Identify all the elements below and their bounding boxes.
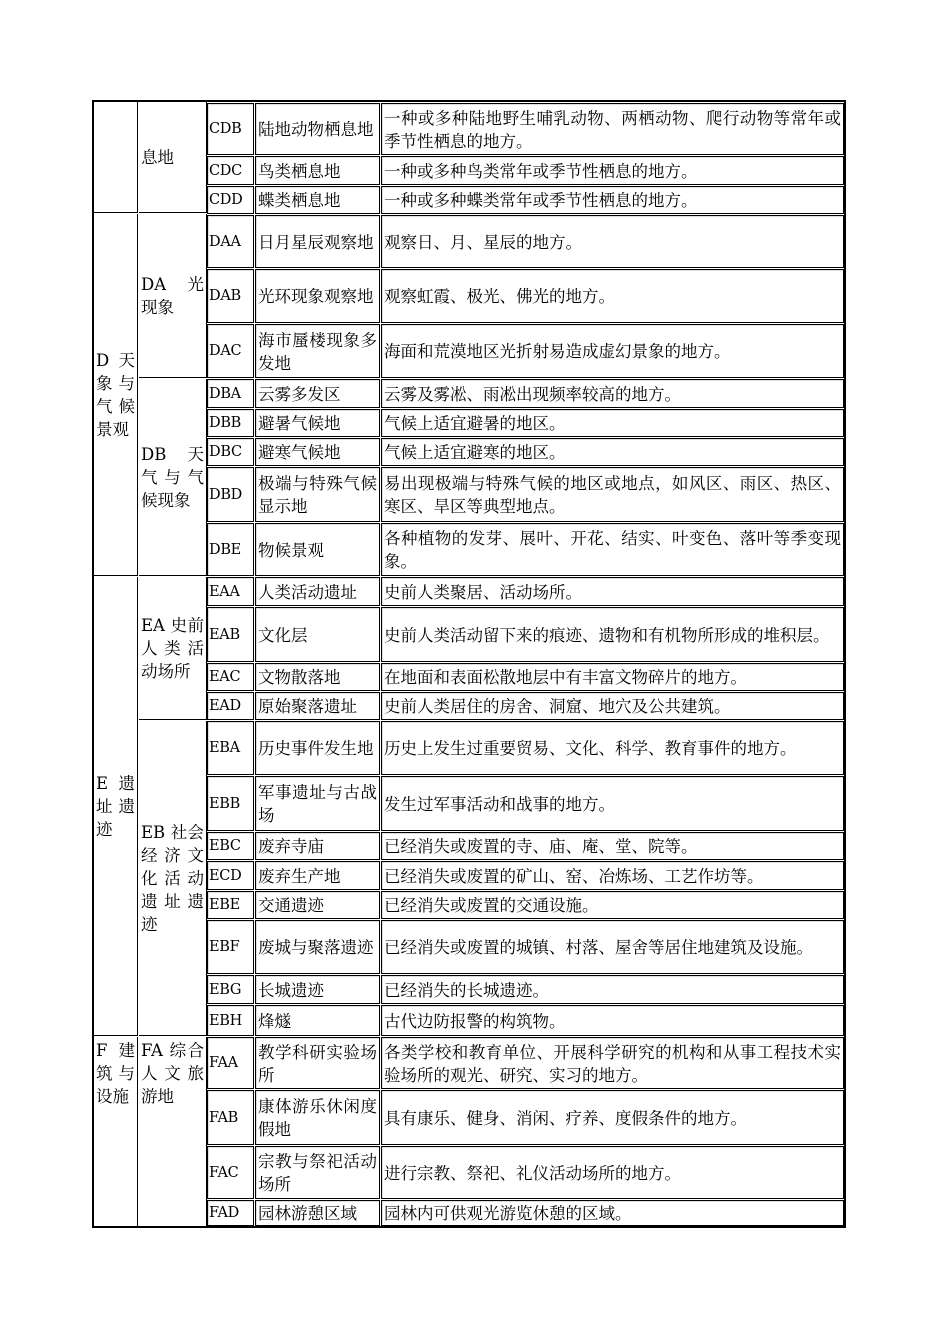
name-cell xyxy=(255,379,380,408)
name-cell xyxy=(255,324,380,378)
description-text: 观察虹霞、极光、佛光的地方。 xyxy=(384,287,615,306)
category-label: F 建筑与设施 xyxy=(96,1041,135,1106)
code-cell xyxy=(207,607,254,662)
name-text: 人类活动遗址 xyxy=(258,582,357,602)
subcategory-label: EB 社会经济文化活动遗址遗迹 xyxy=(141,823,204,934)
name-text: 交通遗迹 xyxy=(258,896,324,915)
description-cell xyxy=(381,832,844,860)
description-cell xyxy=(381,103,844,155)
description-cell xyxy=(381,1005,844,1036)
code-cell xyxy=(207,186,254,214)
description-cell xyxy=(381,776,844,831)
code-cell xyxy=(207,891,254,919)
code-text: EBE xyxy=(209,897,240,913)
code-text: EAC xyxy=(209,669,241,685)
name-cell xyxy=(255,215,380,268)
code-text: DAC xyxy=(209,343,242,359)
code-text: EBH xyxy=(209,1012,242,1029)
code-cell xyxy=(207,920,254,974)
description-text: 易出现极端与特殊气候的地区或地点，如风区、雨区、热区、寒区、旱区等典型地点。 xyxy=(384,474,841,516)
name-text: 废弃寺庙 xyxy=(258,837,324,856)
description-text: 在地面和表面松散地层中有丰富文物碎片的地方。 xyxy=(384,668,747,687)
code-text: FAC xyxy=(209,1164,239,1181)
description-cell xyxy=(381,438,844,466)
name-cell xyxy=(255,721,380,775)
description-cell xyxy=(381,861,844,890)
name-text: 避寒气候地 xyxy=(258,443,341,462)
code-text: DBE xyxy=(209,541,241,558)
code-text: DBD xyxy=(209,486,243,503)
name-cell xyxy=(255,1037,380,1089)
name-text: 废弃生产地 xyxy=(258,866,341,886)
code-cell xyxy=(207,776,254,831)
description-cell xyxy=(381,607,844,662)
name-text: 历史事件发生地 xyxy=(258,739,374,758)
description-text: 古代边防报警的构筑物。 xyxy=(384,1011,566,1031)
description-cell xyxy=(381,692,844,720)
description-text: 云雾及雾凇、雨凇出现频率较高的地方。 xyxy=(384,384,681,404)
subcategory-cell xyxy=(139,577,207,720)
description-text: 气候上适宜避寒的地区。 xyxy=(384,443,566,462)
name-cell xyxy=(255,103,380,155)
code-cell xyxy=(207,692,254,720)
name-text: 文化层 xyxy=(258,625,308,645)
code-cell xyxy=(207,467,254,522)
code-cell xyxy=(207,103,254,155)
subcategory-label: DB 天气与气候现象 xyxy=(141,445,204,510)
description-text: 史前人类居住的房舍、洞窟、地穴及公共建筑。 xyxy=(384,697,731,716)
name-cell xyxy=(255,269,380,323)
description-text: 园林内可供观光游览休憩的区域。 xyxy=(384,1204,632,1223)
name-cell xyxy=(255,1200,380,1226)
code-text: EAB xyxy=(209,626,240,643)
description-text: 史前人类活动留下来的痕迹、遗物和有机物所形成的堆积层。 xyxy=(384,625,830,645)
description-cell xyxy=(381,409,844,437)
code-cell xyxy=(207,215,254,268)
code-cell xyxy=(207,1005,254,1036)
name-cell xyxy=(255,607,380,662)
description-cell xyxy=(381,215,844,268)
subcategory-cell xyxy=(139,102,207,213)
name-text: 长城遗迹 xyxy=(258,980,324,1000)
code-text: FAB xyxy=(209,1109,239,1126)
description-cell xyxy=(381,1037,844,1089)
description-text: 已经消失或废置的城镇、村落、屋舍等居住地建筑及设施。 xyxy=(384,938,813,957)
category-cell xyxy=(94,1037,138,1226)
subcategory-cell xyxy=(139,721,207,1036)
description-cell xyxy=(381,1200,844,1226)
description-cell xyxy=(381,663,844,691)
description-cell xyxy=(381,269,844,323)
description-cell xyxy=(381,186,844,214)
code-cell xyxy=(207,1090,254,1145)
name-cell xyxy=(255,776,380,831)
subcategory-label: EA 史前人类活动场所 xyxy=(141,616,204,681)
description-cell xyxy=(381,1090,844,1145)
subcategory-cell xyxy=(139,379,207,576)
code-text: DAB xyxy=(209,288,241,304)
name-cell xyxy=(255,186,380,214)
description-cell xyxy=(381,920,844,974)
name-text: 日月星辰观察地 xyxy=(258,232,374,252)
code-cell xyxy=(207,577,254,606)
name-cell xyxy=(255,577,380,606)
code-text: CDD xyxy=(209,192,243,208)
category-label: D 天象与气候景观 xyxy=(96,351,135,439)
category-cell xyxy=(94,102,138,213)
name-text: 蝶类栖息地 xyxy=(258,191,341,210)
code-cell xyxy=(207,861,254,890)
subcategory-label: FA 综合人文旅游地 xyxy=(141,1041,204,1106)
code-cell xyxy=(207,379,254,408)
description-text: 一种或多种蝶类常年或季节性栖息的地方。 xyxy=(384,191,698,210)
description-text: 已经消失的长城遗迹。 xyxy=(384,980,549,1000)
name-cell xyxy=(255,663,380,691)
code-text: FAA xyxy=(209,1055,238,1071)
name-text: 避暑气候地 xyxy=(258,414,341,433)
name-text: 鸟类栖息地 xyxy=(258,161,341,181)
name-cell xyxy=(255,409,380,437)
name-text: 文物散落地 xyxy=(258,668,341,687)
name-text: 极端与特殊气候显示地 xyxy=(258,474,377,516)
code-text: EAA xyxy=(209,583,240,600)
code-cell xyxy=(207,269,254,323)
description-text: 各种植物的发芽、展叶、开花、结实、叶变色、落叶等季变现象。 xyxy=(384,529,841,571)
description-text: 史前人类聚居、活动场所。 xyxy=(384,582,582,602)
code-text: EAD xyxy=(209,698,241,714)
name-cell xyxy=(255,523,380,576)
name-cell xyxy=(255,891,380,919)
code-text: EBC xyxy=(209,838,241,854)
code-text: DAA xyxy=(209,233,241,250)
code-cell xyxy=(207,523,254,576)
name-cell xyxy=(255,1005,380,1036)
name-text: 烽燧 xyxy=(258,1011,291,1031)
description-cell xyxy=(381,1146,844,1199)
subcategory-label: DA 光现象 xyxy=(141,275,204,317)
description-text: 一种或多种陆地野生哺乳动物、两栖动物、爬行动物等常年或季节性栖息的地方。 xyxy=(384,108,841,151)
name-text: 园林游憩区域 xyxy=(258,1204,357,1223)
description-text: 已经消失或废置的交通设施。 xyxy=(384,896,599,915)
name-cell xyxy=(255,1090,380,1145)
code-cell xyxy=(207,156,254,185)
code-text: CDB xyxy=(209,121,242,137)
name-text: 云雾多发区 xyxy=(258,384,341,404)
code-cell xyxy=(207,324,254,378)
description-cell xyxy=(381,467,844,522)
name-cell xyxy=(255,438,380,466)
code-text: DBA xyxy=(209,385,241,402)
category-label: E 遗址遗迹 xyxy=(96,774,135,839)
description-text: 历史上发生过重要贸易、文化、科学、教育事件的地方。 xyxy=(384,739,797,758)
name-text: 教学科研实验场所 xyxy=(258,1042,377,1085)
subcategory-cell xyxy=(139,1037,207,1226)
category-cell xyxy=(94,214,138,576)
description-text: 发生过军事活动和战事的地方。 xyxy=(384,794,615,814)
code-cell xyxy=(207,438,254,466)
code-text: EBF xyxy=(209,939,240,955)
name-text: 物候景观 xyxy=(258,540,324,560)
description-cell xyxy=(381,324,844,378)
name-cell xyxy=(255,692,380,720)
category-cell xyxy=(94,577,138,1036)
name-cell xyxy=(255,467,380,522)
subcategory-cell xyxy=(139,214,207,378)
description-cell xyxy=(381,577,844,606)
code-cell xyxy=(207,663,254,691)
description-text: 已经消失或废置的矿山、窑、冶炼场、工艺作坊等。 xyxy=(384,866,764,886)
code-cell xyxy=(207,1146,254,1199)
name-cell xyxy=(255,920,380,974)
code-cell xyxy=(207,832,254,860)
code-cell xyxy=(207,1200,254,1226)
description-text: 已经消失或废置的寺、庙、庵、堂、院等。 xyxy=(384,837,698,856)
description-text: 海面和荒漠地区光折射易造成虚幻景象的地方。 xyxy=(384,342,731,361)
code-cell xyxy=(207,721,254,775)
description-text: 各类学校和教育单位、开展科学研究的机构和从事工程技术实验场所的观光、研究、实习的地方。 xyxy=(384,1042,841,1085)
name-text: 军事遗址与古战场 xyxy=(258,783,377,825)
description-text: 观察日、月、星辰的地方。 xyxy=(384,232,582,252)
code-text: CDC xyxy=(209,162,242,179)
description-cell xyxy=(381,523,844,576)
code-text: EBG xyxy=(209,981,242,998)
name-cell xyxy=(255,861,380,890)
code-text: EBA xyxy=(209,740,240,756)
code-text: DBC xyxy=(209,444,242,460)
code-cell xyxy=(207,975,254,1004)
name-text: 海市蜃楼现象多发地 xyxy=(258,330,377,373)
name-cell xyxy=(255,156,380,185)
code-text: DBB xyxy=(209,415,242,431)
description-text: 具有康乐、健身、消闲、疗养、度假条件的地方。 xyxy=(384,1108,747,1128)
subcategory-label: 息地 xyxy=(141,148,174,167)
name-text: 陆地动物栖息地 xyxy=(258,120,374,139)
description-cell xyxy=(381,156,844,185)
description-cell xyxy=(381,975,844,1004)
code-cell xyxy=(207,409,254,437)
description-cell xyxy=(381,721,844,775)
name-cell xyxy=(255,975,380,1004)
description-cell xyxy=(381,379,844,408)
description-text: 气候上适宜避暑的地区。 xyxy=(384,414,566,433)
code-text: FAD xyxy=(209,1205,239,1221)
name-text: 宗教与祭祀活动场所 xyxy=(258,1152,377,1194)
description-text: 一种或多种鸟类常年或季节性栖息的地方。 xyxy=(384,161,698,181)
name-text: 原始聚落遗址 xyxy=(258,697,357,716)
name-text: 光环现象观察地 xyxy=(258,287,374,306)
name-text: 废城与聚落遗迹 xyxy=(258,938,374,957)
code-cell xyxy=(207,1037,254,1089)
code-text: EBB xyxy=(209,795,240,812)
name-cell xyxy=(255,1146,380,1199)
description-cell xyxy=(381,891,844,919)
name-text: 康体游乐休闲度假地 xyxy=(258,1097,377,1139)
name-cell xyxy=(255,832,380,860)
description-text: 进行宗教、祭祀、礼仪活动场所的地方。 xyxy=(384,1163,681,1183)
code-text: ECD xyxy=(209,867,242,884)
